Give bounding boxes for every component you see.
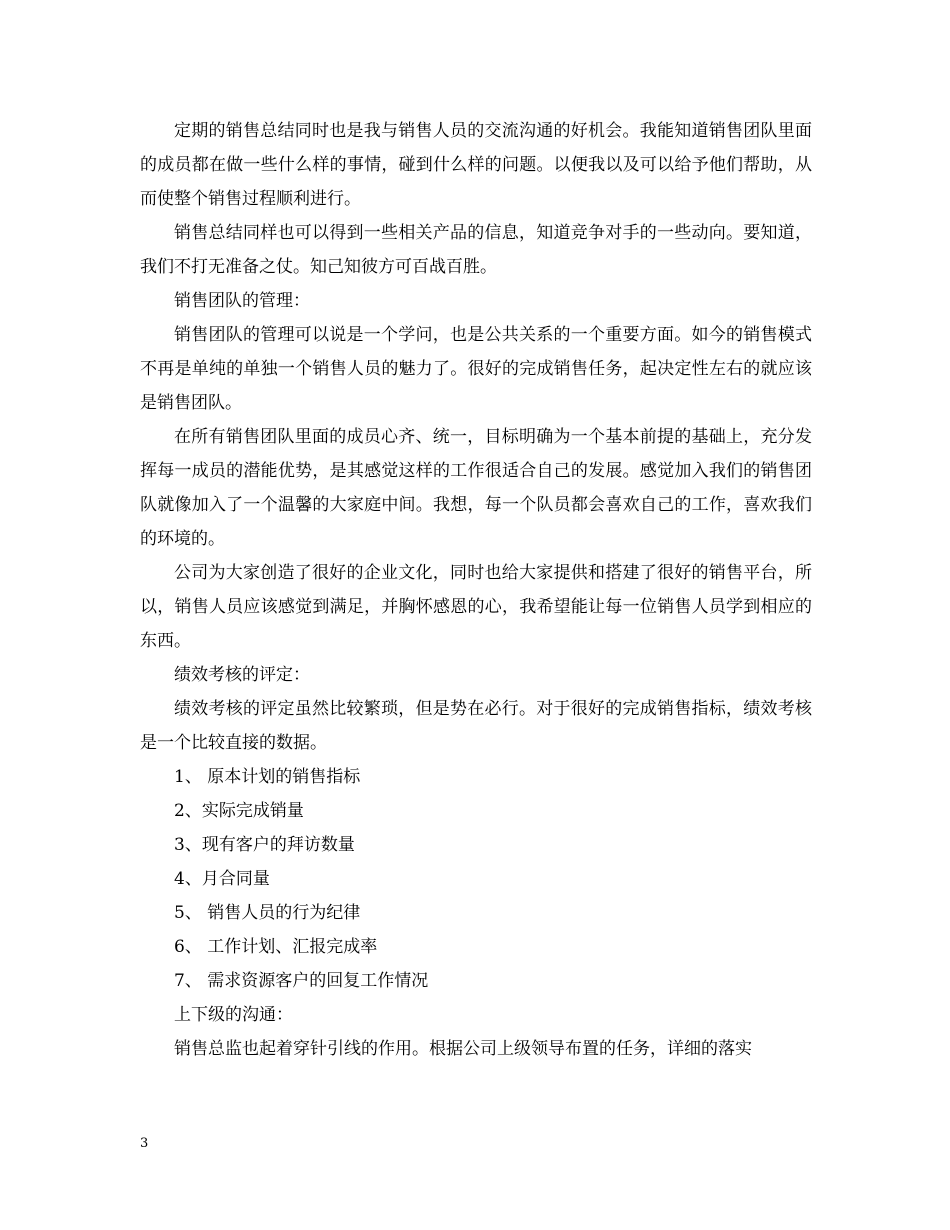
document-body (140, 114, 812, 1066)
list-item: 4、月合同量 (174, 869, 270, 889)
paragraph-sales-summary-competitors: 销售总结同样也可以得到一些相关产品的信息，知道竞争对手的一些动向。要知道，我们不打无准备之仗。知己知彼方可百战百胜。 (140, 223, 812, 277)
section-heading-performance-review: 绩效考核的评定： (174, 665, 310, 685)
paragraph-team-management: 销售团队的管理可以说是一个学问，也是公共关系的一个重要方面。如今的销售模式不再是单纯的单独一个销售人员的魅力了。很好的完成销售任务，起决定性左右的就应该是销售团队。 (140, 325, 812, 413)
page-number: 3 (140, 1136, 149, 1151)
performance-criteria-list (140, 760, 812, 998)
list-item: 1、 原本计划的销售指标 (174, 767, 361, 787)
paragraph-sales-director-role: 销售总监也起着穿针引线的作用。根据公司上级领导布置的任务，详细的落实 (174, 1039, 752, 1059)
list-item: 5、 销售人员的行为纪律 (174, 903, 361, 923)
list-item: 3、现有客户的拜访数量 (174, 835, 355, 855)
paragraph-team-unity: 在所有销售团队里面的成员心齐、统一，目标明确为一个基本前提的基础上，充分发挥每一成员的潜能优势，是其感觉这样的工作很适合自己的发展。感觉加入我们的销售团队就像加入了一个温馨的大家庭中间。我想，每一个队员都会喜欢自己的工作，喜欢我们的环境的。 (140, 427, 812, 549)
list-item: 7、 需求资源客户的回复工作情况 (174, 971, 429, 991)
list-item: 6、 工作计划、汇报完成率 (174, 937, 378, 957)
list-item: 2、实际完成销量 (174, 801, 304, 821)
section-heading-team-management: 销售团队的管理： (174, 291, 310, 311)
paragraph-performance-review: 绩效考核的评定虽然比较繁琐，但是势在必行。对于很好的完成销售指标，绩效考核是一个比较直接的数据。 (140, 699, 812, 753)
paragraph-company-culture: 公司为大家创造了很好的企业文化，同时也给大家提供和搭建了很好的销售平台，所以，销售人员应该感觉到满足，并胸怀感恩的心，我希望能让每一位销售人员学到相应的东西。 (140, 563, 812, 651)
section-heading-communication: 上下级的沟通： (174, 1005, 293, 1025)
paragraph-sales-summary-communication: 定期的销售总结同时也是我与销售人员的交流沟通的好机会。我能知道销售团队里面的成员都在做一些什么样的事情，碰到什么样的问题。以便我以及可以给予他们帮助，从而使整个销售过程顺利进行。 (140, 121, 812, 209)
